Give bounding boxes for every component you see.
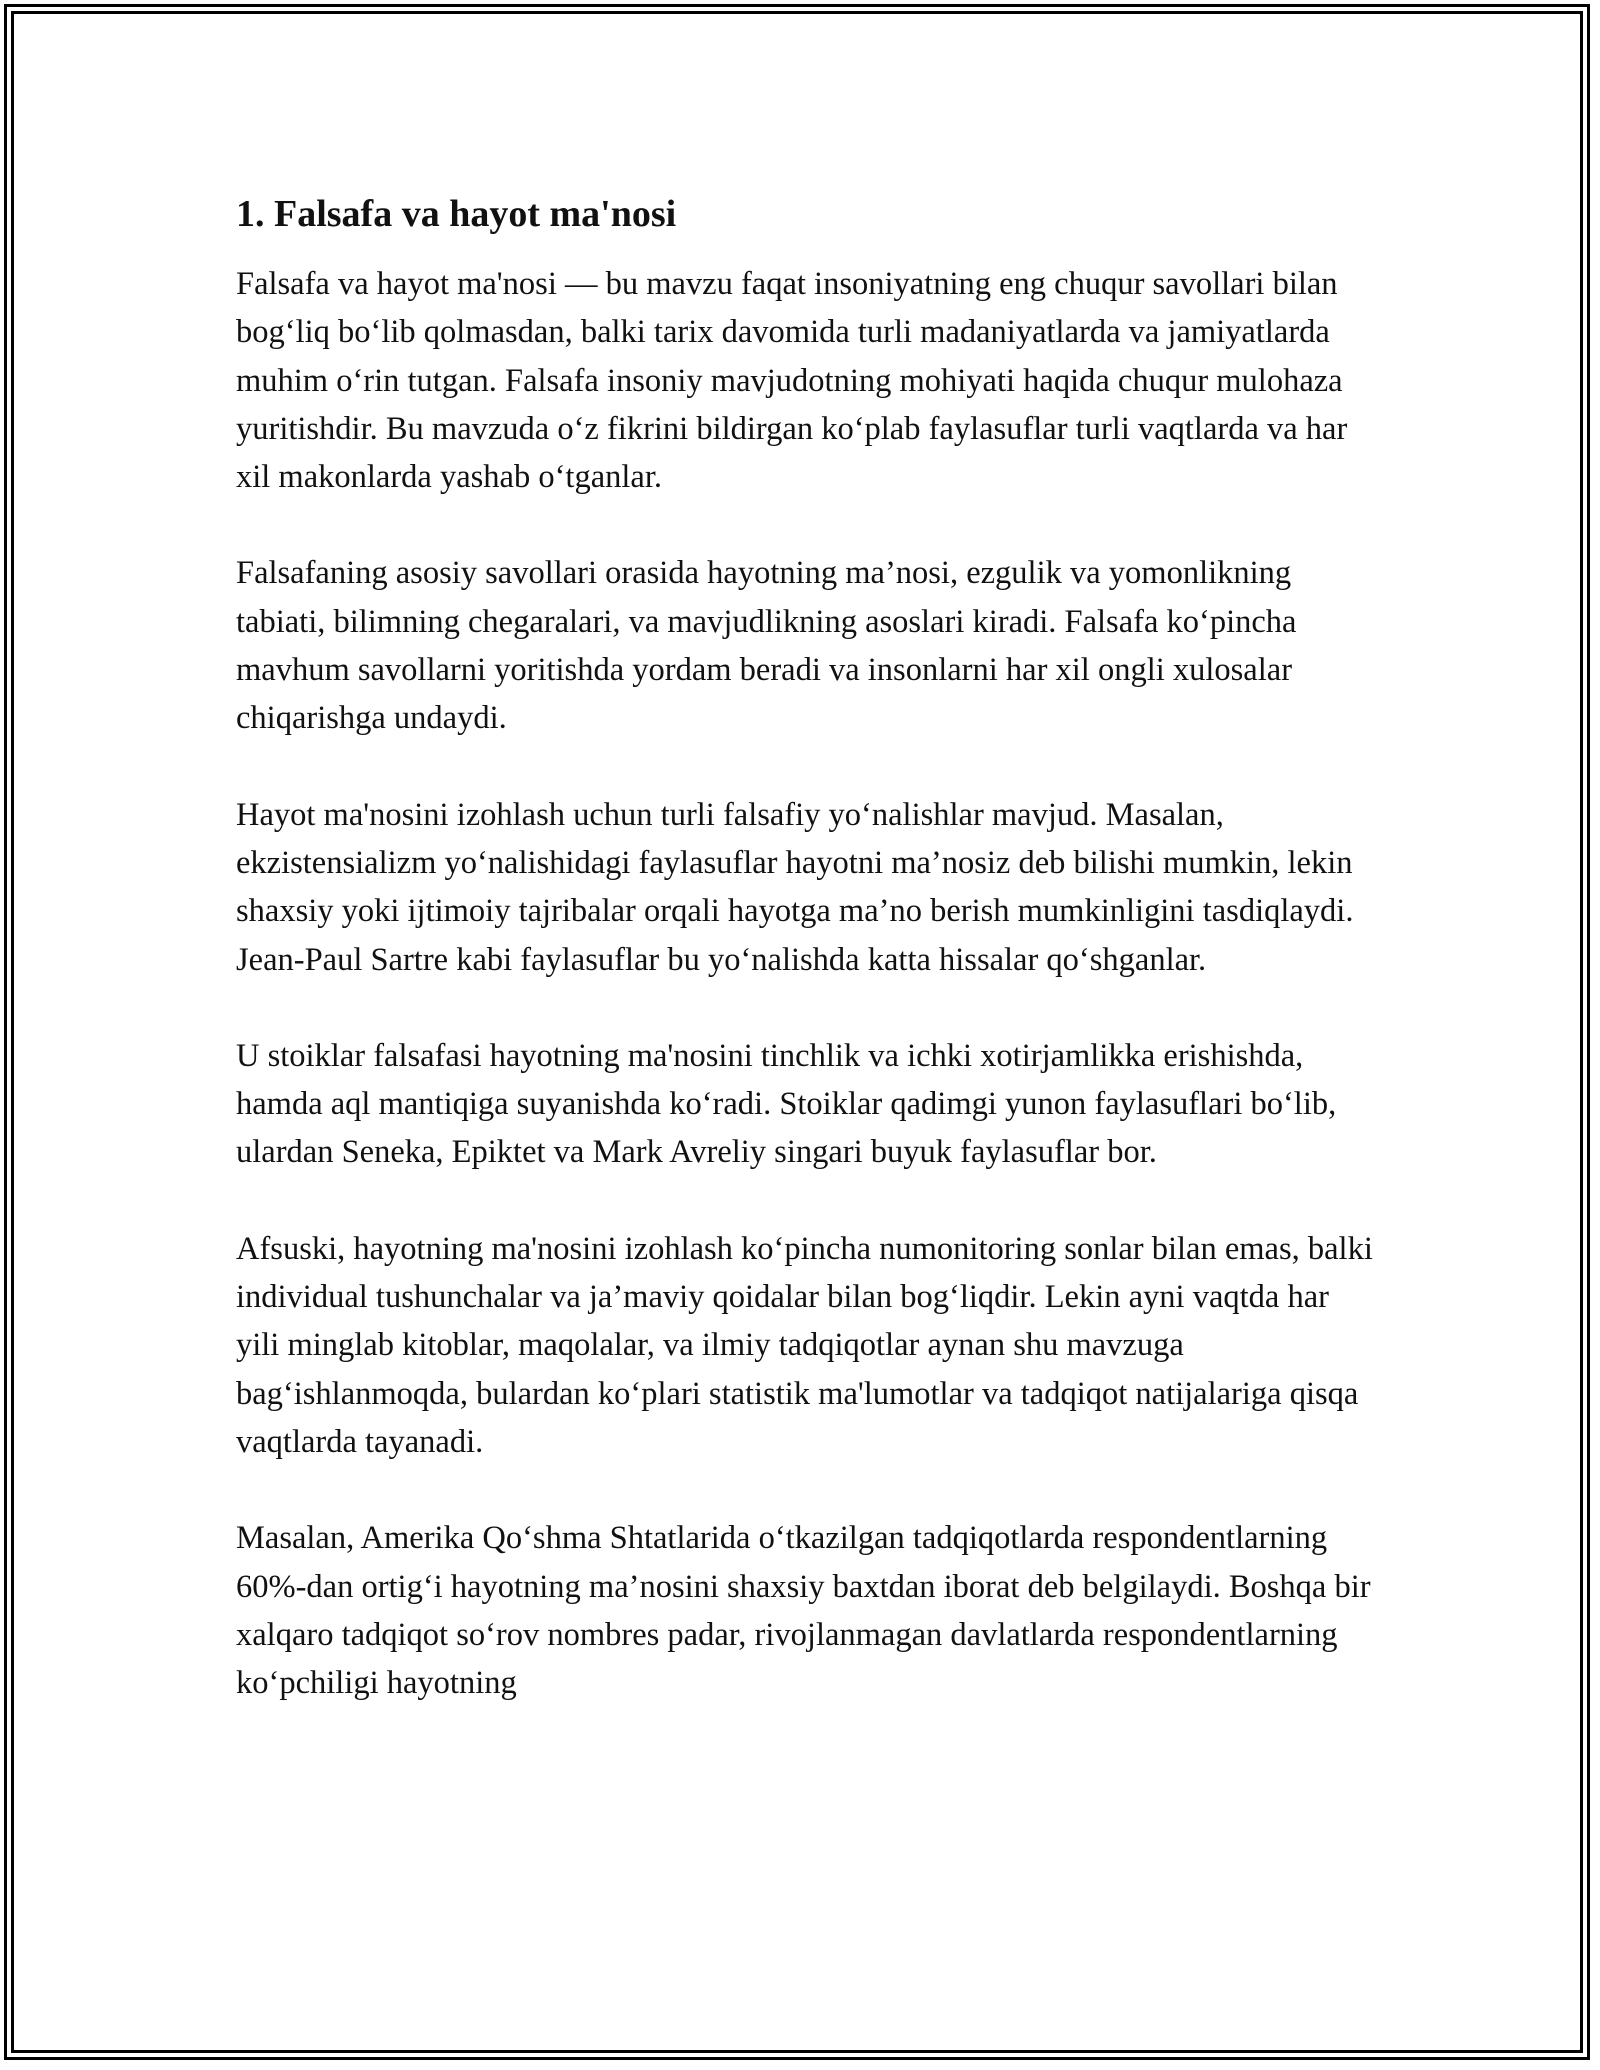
paragraph-4: U stoiklar falsafasi hayotning ma'nosini tinchlik va ichki xotirjamlikka erishishda, hamda aql mantiqiga suyanishda ko‘radi. Stoiklar qadimgi yunon faylasuflari bo‘lib, ulardan Seneka, Epiktet va Mark Avreliy singari buyuk faylasuflar bor. bbox=[236, 1037, 1337, 1171]
paragraph-3: Hayot ma'nosini izohlash uchun turli falsafiy yo‘nalishlar mavjud. Masalan, ekzistensializm yo‘nalishidagi faylasuflar hayotni ma’nosiz deb bilishi mumkin, lekin shaxsiy yoki ijtimoiy tajribalar orqali hayotga ma’no berish mumkinligini tasdiqlaydi. Jean-Paul Sartre kabi faylasuflar bu yo‘nalishda katta hissalar qo‘shganlar. bbox=[236, 796, 1354, 978]
section-heading: 1. Falsafa va hayot ma'nosi bbox=[236, 193, 677, 235]
document-body bbox=[236, 188, 1376, 1755]
paragraph-6: Masalan, Amerika Qo‘shma Shtatlarida o‘tkazilgan tadqiqotlarda respondentlarning 60%-dan ortig‘i hayotning ma’nosini shaxsiy baxtdan iborat deb belgilaydi. Boshqa bir xalqaro tadqiqot so‘rov nombres padar, rivojlanmagan davlatlarda respondentlarning ko‘pchiligi hayotning bbox=[236, 1520, 1371, 1702]
paragraph-1: Falsafa va hayot ma'nosi — bu mavzu faqat insoniyatning eng chuqur savollari bilan bog‘liq bo‘lib qolmasdan, balki tarix davomida turli madaniyatlarda va jamiyatlarda muhim o‘rin tutgan. Falsafa insoniy mavjudotning mohiyati haqida chuqur mulohaza yuritishdir. Bu mavzuda o‘z fikrini bildirgan ko‘plab faylasuflar turli vaqtlarda va har xil makonlarda yashab o‘tganlar. bbox=[236, 266, 1348, 496]
paragraph-2: Falsafaning asosiy savollari orasida hayotning ma’nosi, ezgulik va yomonlikning tabiati, bilimning chegaralari, va mavjudlikning asoslari kiradi. Falsafa ko‘pincha mavhum savollarni yoritishda yordam beradi va insonlarni har xil ongli xulosalar chiqarishga undaydi. bbox=[236, 555, 1297, 737]
paragraph-5: Afsuski, hayotning ma'nosini izohlash ko‘pincha numonitoring sonlar bilan emas, balki individual tushunchalar va ja’maviy qoidalar bilan bog‘liqdir. Lekin ayni vaqtda har yili minglab kitoblar, maqolalar, va ilmiy tadqiqotlar aynan shu mavzuga bag‘ishlanmoqda, bulardan ko‘plari statistik ma'lumotlar va tadqiqot natijalariga qisqa vaqtlarda tayanadi. bbox=[236, 1230, 1373, 1460]
